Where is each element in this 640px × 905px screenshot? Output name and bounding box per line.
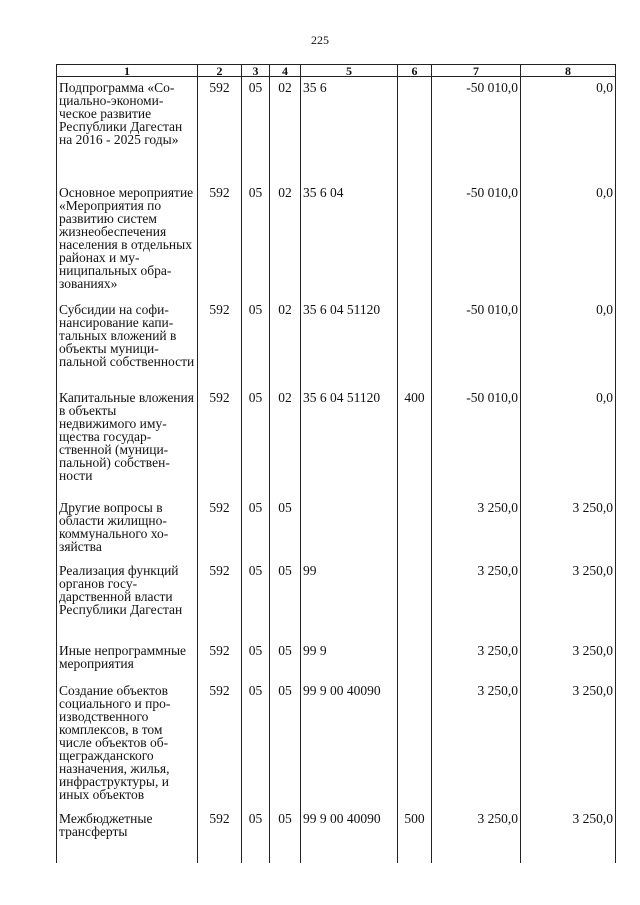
- col-8-cell: [521, 387, 616, 497]
- col-3-cell: [242, 182, 270, 299]
- cell-value: 35 6 04 51120: [303, 389, 381, 405]
- col-5-cell: [301, 640, 398, 680]
- col-4-cell: [270, 77, 301, 182]
- page-number: 225: [311, 33, 329, 47]
- col-7-cell: [432, 680, 521, 808]
- col-6-cell: [398, 77, 432, 182]
- cell-value: 3 250,0: [477, 642, 518, 658]
- cell-value: 02: [278, 389, 292, 405]
- col-7-cell: [432, 560, 521, 640]
- cell-value: 592: [209, 682, 230, 698]
- col-5-cell: [301, 497, 398, 560]
- table-row: [57, 497, 616, 560]
- col-8-cell: [521, 299, 616, 387]
- cell-value: [400, 182, 429, 186]
- col-4-cell: [270, 387, 301, 497]
- cell-value: 592: [209, 642, 230, 658]
- cell-value: 0,0: [596, 184, 613, 200]
- cell-value: 3 250,0: [477, 810, 518, 826]
- col-3-cell: [242, 640, 270, 680]
- column-header: 5: [301, 65, 398, 77]
- table-row: [57, 299, 616, 387]
- cell-value: 05: [248, 642, 263, 658]
- cell-value: [400, 680, 429, 684]
- table-row: [57, 808, 616, 863]
- cell-value: 05: [248, 301, 263, 317]
- col-6-cell: [398, 497, 432, 560]
- cell-value: 02: [278, 184, 292, 200]
- row-name: Создание объектов социального и производственного комплексов, в том числе объектов общегражданского назначения, жилья, инфраструктуры, и иных объектов: [59, 682, 171, 802]
- cell-value: 592: [209, 389, 230, 405]
- column-header: 8: [521, 65, 616, 77]
- col-2-cell: [198, 560, 242, 640]
- col-4-cell: [270, 680, 301, 808]
- col-7-cell: [432, 640, 521, 680]
- cell-value: 02: [278, 80, 292, 95]
- cell-value: 592: [209, 810, 230, 826]
- column-header: 2: [198, 65, 242, 77]
- col-8-cell: [521, 640, 616, 680]
- col-5-cell: [301, 680, 398, 808]
- cell-value: 3 250,0: [572, 642, 613, 658]
- col-5-cell: [301, 182, 398, 299]
- cell-value: 592: [209, 562, 230, 578]
- col-2-cell: [198, 640, 242, 680]
- col-2-cell: [198, 299, 242, 387]
- col-2-cell: [198, 387, 242, 497]
- cell-value: 05: [278, 810, 292, 826]
- cell-value: [303, 497, 395, 501]
- cell-value: -50 010,0: [466, 184, 518, 200]
- row-name: Субсидии на софинансирование капитальных вложений в объекты муниципальной собственности: [59, 301, 195, 369]
- column-header: 4: [270, 65, 301, 77]
- col-8-cell: [521, 182, 616, 299]
- cell-value: 400: [404, 389, 425, 405]
- cell-value: -50 010,0: [466, 301, 518, 317]
- table-row: [57, 182, 616, 299]
- col-2-cell: [198, 182, 242, 299]
- col-3-cell: [242, 77, 270, 182]
- row-name: Иные непрограммные мероприятия: [59, 642, 187, 671]
- row-name-cell: [57, 680, 198, 808]
- col-5-cell: [301, 387, 398, 497]
- cell-value: 05: [248, 184, 263, 200]
- column-header: 6: [398, 65, 432, 77]
- row-name-cell: [57, 640, 198, 680]
- col-2-cell: [198, 808, 242, 863]
- cell-value: 3 250,0: [572, 499, 613, 515]
- cell-value: 99 9: [303, 642, 327, 658]
- cell-value: 05: [278, 562, 292, 578]
- cell-value: 99 9 00 40090: [303, 810, 381, 826]
- header-row: [57, 65, 616, 77]
- col-6-cell: [398, 299, 432, 387]
- cell-value: 500: [404, 810, 425, 826]
- col-4-cell: [270, 808, 301, 863]
- col-4-cell: [270, 640, 301, 680]
- cell-value: 35 6 04: [303, 184, 344, 200]
- row-name-cell: [57, 387, 198, 497]
- row-name: Реализация функций органов государственной власти Республики Дагестан: [59, 562, 183, 617]
- col-7-cell: [432, 77, 521, 182]
- cell-value: 02: [278, 301, 292, 317]
- cell-value: 592: [209, 184, 230, 200]
- cell-value: [400, 77, 429, 81]
- cell-value: 05: [278, 499, 292, 515]
- row-name: Другие вопросы в области жилищно-коммунального хозяйства: [59, 499, 169, 554]
- col-6-cell: [398, 387, 432, 497]
- col-6-cell: [398, 680, 432, 808]
- col-7-cell: [432, 182, 521, 299]
- cell-value: [400, 640, 429, 644]
- col-2-cell: [198, 77, 242, 182]
- cell-value: 05: [248, 682, 263, 698]
- col-5-cell: [301, 77, 398, 182]
- col-3-cell: [242, 299, 270, 387]
- col-3-cell: [242, 387, 270, 497]
- row-name-cell: [57, 497, 198, 560]
- row-name-cell: [57, 560, 198, 640]
- col-2-cell: [198, 497, 242, 560]
- cell-value: 05: [248, 389, 263, 405]
- cell-value: 3 250,0: [572, 562, 613, 578]
- cell-value: 35 6 04 51120: [303, 301, 381, 317]
- col-4-cell: [270, 182, 301, 299]
- table-row: [57, 560, 616, 640]
- cell-value: [400, 560, 429, 564]
- cell-value: 05: [278, 682, 292, 698]
- col-5-cell: [301, 808, 398, 863]
- col-7-cell: [432, 299, 521, 387]
- cell-value: 592: [209, 499, 230, 515]
- cell-value: 35 6: [303, 80, 327, 95]
- col-3-cell: [242, 560, 270, 640]
- col-5-cell: [301, 560, 398, 640]
- row-name-cell: [57, 808, 198, 863]
- col-7-cell: [432, 808, 521, 863]
- cell-value: [400, 497, 429, 501]
- cell-value: 99: [303, 562, 317, 578]
- col-8-cell: [521, 77, 616, 182]
- cell-value: 3 250,0: [477, 682, 518, 698]
- cell-value: 592: [209, 80, 230, 95]
- row-name-cell: [57, 299, 198, 387]
- cell-value: 3 250,0: [572, 682, 613, 698]
- table-row: [57, 640, 616, 680]
- column-header: 7: [432, 65, 521, 77]
- row-name-cell: [57, 182, 198, 299]
- row-name-cell: [57, 77, 198, 182]
- cell-value: 0,0: [596, 389, 613, 405]
- budget-table: [56, 64, 616, 863]
- cell-value: -50 010,0: [466, 80, 518, 95]
- cell-value: 05: [278, 642, 292, 658]
- cell-value: 3 250,0: [572, 810, 613, 826]
- table-row: [57, 77, 616, 182]
- col-4-cell: [270, 497, 301, 560]
- col-4-cell: [270, 299, 301, 387]
- column-header: 1: [57, 65, 198, 77]
- col-3-cell: [242, 497, 270, 560]
- row-name: Капитальные вложения в объекты недвижимого имущества государственной (муниципальной) собственности: [59, 389, 194, 483]
- col-5-cell: [301, 299, 398, 387]
- row-name: Основное мероприятие «Мероприятия по развитию систем жизнеобеспечения населения в отдельных районах и муниципальных образованиях»: [59, 184, 194, 291]
- row-name: Межбюджетные трансферты: [59, 810, 153, 839]
- col-7-cell: [432, 497, 521, 560]
- table-row: [57, 680, 616, 808]
- col-3-cell: [242, 808, 270, 863]
- cell-value: 0,0: [596, 80, 613, 95]
- column-header: 3: [242, 65, 270, 77]
- col-2-cell: [198, 680, 242, 808]
- col-7-cell: [432, 387, 521, 497]
- cell-value: 05: [248, 562, 263, 578]
- col-8-cell: [521, 497, 616, 560]
- cell-value: 05: [248, 810, 263, 826]
- cell-value: 0,0: [596, 301, 613, 317]
- cell-value: -50 010,0: [466, 389, 518, 405]
- cell-value: 3 250,0: [477, 499, 518, 515]
- cell-value: 99 9 00 40090: [303, 682, 381, 698]
- cell-value: 05: [248, 80, 263, 95]
- col-6-cell: [398, 808, 432, 863]
- cell-value: 3 250,0: [477, 562, 518, 578]
- col-6-cell: [398, 560, 432, 640]
- cell-value: [400, 299, 429, 303]
- col-8-cell: [521, 808, 616, 863]
- cell-value: 592: [209, 301, 230, 317]
- cell-value: 05: [248, 499, 263, 515]
- table-row: [57, 387, 616, 497]
- col-8-cell: [521, 680, 616, 808]
- col-6-cell: [398, 640, 432, 680]
- col-4-cell: [270, 560, 301, 640]
- col-6-cell: [398, 182, 432, 299]
- col-8-cell: [521, 560, 616, 640]
- col-3-cell: [242, 680, 270, 808]
- row-name: Подпрограмма «Социально-экономическое развитие Республики Дагестан на 2016 - 2025 годы»: [59, 80, 183, 147]
